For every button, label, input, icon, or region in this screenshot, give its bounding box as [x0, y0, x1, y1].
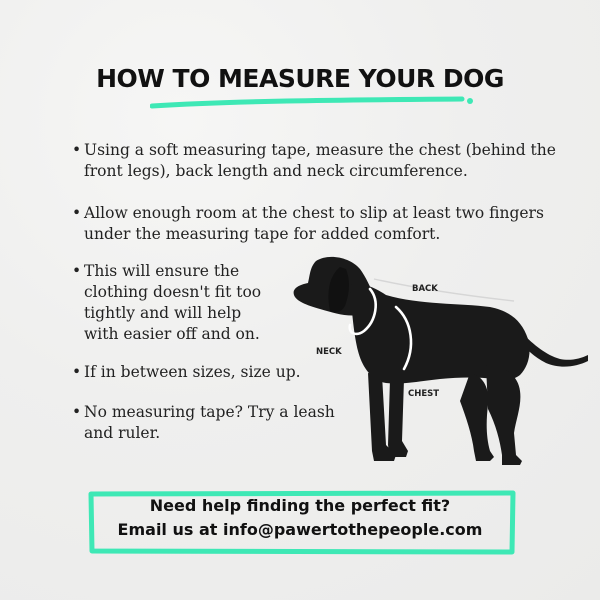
list-item-line: • Allow enough room at the chest to slip at least two fingers — [84, 204, 544, 222]
list-item — [72, 261, 261, 345]
page-title: HOW TO MEASURE YOUR DOG — [96, 64, 504, 93]
list-item — [72, 140, 556, 182]
list-item-line: • This will ensure the — [84, 262, 240, 280]
list-item-line: under the measuring tape for added comfort. — [84, 225, 441, 243]
cta-text-line-1: Need help finding the perfect fit? — [149, 496, 451, 515]
dog-label-chest: CHEST — [408, 389, 440, 399]
title-underline — [150, 92, 480, 112]
list-item-line: clothing doesn't fit too — [84, 283, 262, 301]
list-item — [72, 203, 544, 245]
list-item-line: with easier off and on. — [84, 325, 260, 343]
list-item-line: • Using a soft measuring tape, measure the chest (behind the — [84, 141, 556, 159]
dog-silhouette-illustration — [290, 255, 590, 470]
list-item-line: • No measuring tape? Try a leash — [84, 403, 335, 421]
list-item-line: • If in between sizes, size up. — [84, 363, 301, 381]
list-item — [72, 362, 301, 383]
dog-label-neck: NECK — [316, 347, 342, 357]
list-item-line: front legs), back length and neck circumference. — [84, 162, 468, 180]
dog-label-back: BACK — [412, 284, 438, 294]
list-item-line: tightly and will help — [84, 304, 242, 322]
list-item-line: and ruler. — [84, 424, 161, 442]
dog-body — [294, 257, 588, 465]
cta-email-link[interactable]: Email us at info@pawertothepeople.com — [117, 520, 483, 539]
